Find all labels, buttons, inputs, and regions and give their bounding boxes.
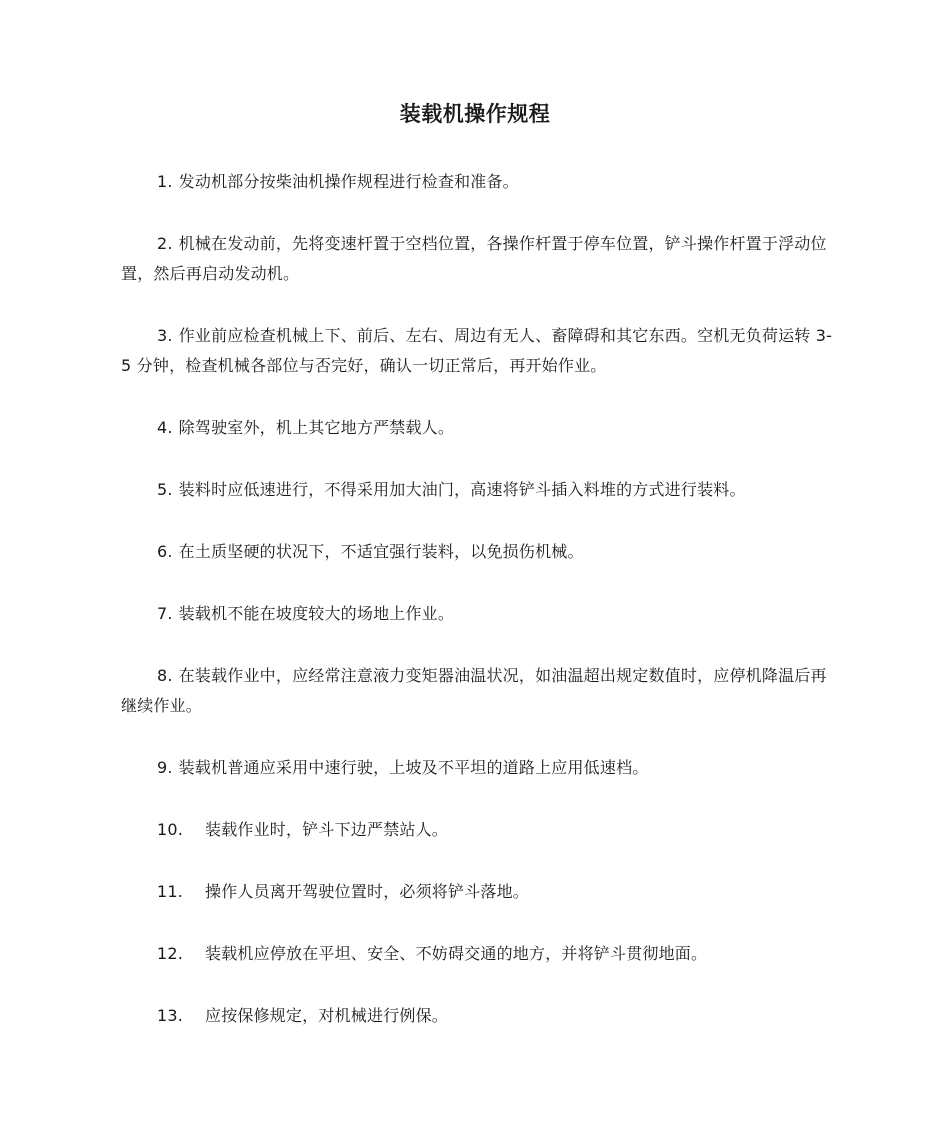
list-item	[121, 1001, 833, 1031]
item-number: 10.	[157, 820, 184, 839]
item-number: 5.	[157, 480, 173, 499]
list-item	[121, 753, 833, 783]
item-number: 6.	[157, 542, 173, 561]
list-item	[121, 229, 833, 289]
item-text: 在土质坚硬的状况下，不适宜强行装料，以免损伤机械。	[178, 542, 584, 561]
item-text: 在装载作业中，应经常注意液力变矩器油温状况，如油温超出规定数值时，应停机降温后再继续作业。	[121, 666, 827, 715]
item-text: 除驾驶室外，机上其它地方严禁载人。	[178, 418, 455, 437]
list-item	[121, 537, 833, 567]
item-number: 3.	[157, 326, 173, 345]
list-item	[121, 939, 833, 969]
item-number: 9.	[157, 758, 173, 777]
item-number: 2.	[157, 234, 173, 253]
item-number: 1.	[157, 172, 173, 191]
item-number: 8.	[157, 666, 173, 685]
item-text: 发动机部分按柴油机操作规程进行检查和准备。	[178, 172, 519, 191]
item-text: 装载机应停放在平坦、安全、不妨碍交通的地方，并将铲斗贯彻地面。	[205, 944, 708, 963]
item-text: 作业前应检查机械上下、前后、左右、周边有无人、畜障碍和其它东西。空机无负荷运转 3-5 分钟，检查机械各部位与否完好，确认一切正常后，再开始作业。	[121, 326, 833, 375]
rules-list	[121, 167, 833, 1063]
item-text: 装载机不能在坡度较大的场地上作业。	[178, 604, 455, 623]
item-number: 4.	[157, 418, 173, 437]
item-number: 11.	[157, 882, 184, 901]
list-item	[121, 661, 833, 721]
list-item	[121, 599, 833, 629]
item-text: 应按保修规定，对机械进行例保。	[205, 1006, 449, 1025]
item-text: 操作人员离开驾驶位置时，必须将铲斗落地。	[205, 882, 530, 901]
item-number: 13.	[157, 1006, 184, 1025]
document-title: 装载机操作规程	[399, 102, 551, 126]
item-number: 7.	[157, 604, 173, 623]
list-item	[121, 877, 833, 907]
item-text: 装料时应低速进行，不得采用加大油门，高速将铲斗插入料堆的方式进行装料。	[178, 480, 746, 499]
list-item	[121, 475, 833, 505]
item-text: 装载机普通应采用中速行驶，上坡及不平坦的道路上应用低速档。	[178, 758, 649, 777]
list-item	[121, 815, 833, 845]
item-number: 12.	[157, 944, 184, 963]
list-item	[121, 321, 833, 381]
item-text: 机械在发动前，先将变速杆置于空档位置，各操作杆置于停车位置，铲斗操作杆置于浮动位置，然后再启动发动机。	[121, 234, 827, 283]
item-text: 装载作业时，铲斗下边严禁站人。	[205, 820, 449, 839]
list-item	[121, 413, 833, 443]
list-item	[121, 167, 833, 197]
